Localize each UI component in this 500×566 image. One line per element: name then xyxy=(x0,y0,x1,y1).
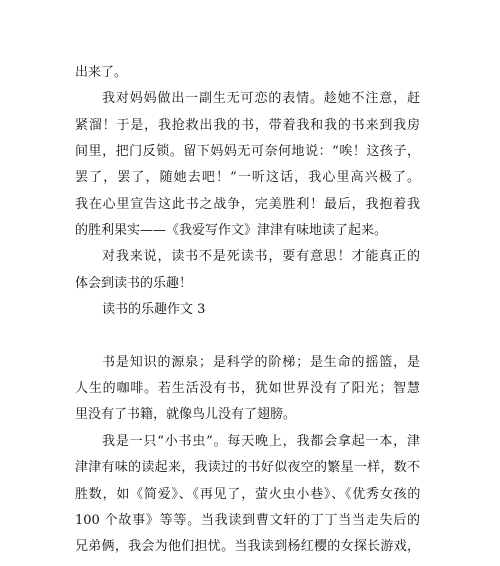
text-line: 津津有味的读起来，我读过的书好似夜空的繁星一样，数不 xyxy=(75,460,420,476)
text-line: 紧溜！于是，我抢救出我的书，带着我和我的书来到我房 xyxy=(75,117,420,133)
text-line: 体会到读书的乐趣！ xyxy=(75,275,193,291)
text-line: 我是一只“小书虫”。每天晚上，我都会拿起一本，津 xyxy=(102,433,420,449)
text-line: 的胜利果实——《我爱写作文》津津有味地读了起来。 xyxy=(75,223,388,239)
text-line: 人生的咖啡。若生活没有书，犹如世界没有了阳光；智慧 xyxy=(75,381,420,397)
paragraph xyxy=(75,429,500,561)
text-line: 100 个故事》等等。当我读到曹文轩的丁丁当当走失后的 xyxy=(75,512,420,528)
paragraph xyxy=(75,86,500,244)
text-line: 里没有了书籍，就像鸟儿没有了翅膀。 xyxy=(75,407,297,423)
blank-line xyxy=(75,323,500,349)
paragraph xyxy=(75,350,500,429)
text-line: 兄弟俩，我会为他们担忧。当我读到杨红樱的女探长游戏， xyxy=(75,539,420,555)
text-line: 出来了。 xyxy=(75,65,128,80)
text-line: 罢了，罢了，随她去吧！”一听这话，我心里高兴极了。 xyxy=(75,170,420,186)
section-heading-text: 读书的乐趣作文 3 xyxy=(102,302,206,318)
text-line: 书是知识的源泉；是科学的阶梯；是生命的摇篮，是 xyxy=(102,354,420,370)
text-line: 我在心里宣告这此书之战争，完美胜利！最后，我抱着我 xyxy=(75,196,420,212)
text-line: 对我来说，读书不是死读书，要有意思！才能真正的 xyxy=(102,249,420,265)
section-heading xyxy=(75,297,500,323)
paragraph xyxy=(75,244,500,297)
text-line: 我对妈妈做出一副生无可恋的表情。趁她不注意，赶 xyxy=(102,91,420,107)
text-line: 间里，把门反锁。留下妈妈无可奈何地说：“唉！这孩子， xyxy=(75,144,420,160)
text-line: 胜数，如《简爱》、《再见了，萤火虫小巷》、《优秀女孩的 xyxy=(75,486,420,502)
paragraph xyxy=(75,60,500,86)
